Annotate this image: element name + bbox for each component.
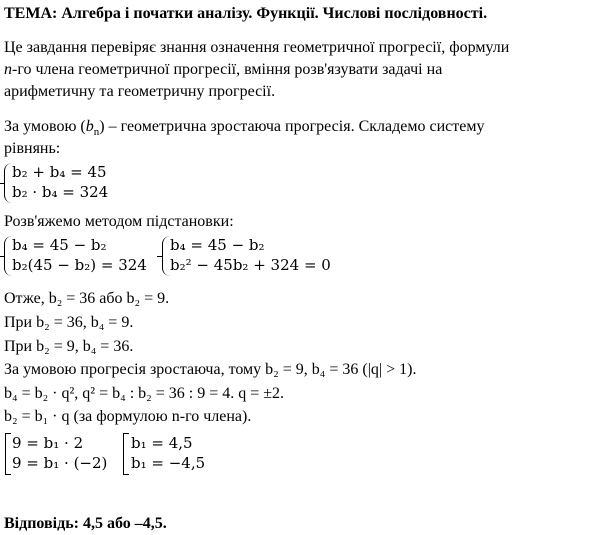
system-2 — [12, 235, 147, 275]
topic-heading: ТЕМА: Алгебра і початки аналізу. Функції. Числові послідовності. — [4, 5, 488, 22]
system-3 — [170, 235, 331, 275]
condition-line-2: рівнянь: — [4, 140, 61, 157]
intro-line-3: арифметичну та геометричну прогресії. — [4, 83, 276, 100]
system-1-row-2: b₂ · b₄ = 324 — [12, 183, 109, 201]
condition-sub: n — [93, 126, 100, 138]
pry-line-2: При b₂ = 9, b₄ = 36. — [4, 338, 134, 355]
system-5-row-2: b₁ = −4,5 — [131, 454, 206, 472]
formula-line: b₂ = b₁ · q (за формулою n-го члена). — [4, 408, 252, 425]
system-4 — [12, 433, 107, 473]
condition-var: b — [85, 118, 94, 135]
q-line: b₄ = b₂ · q², q² = b₄ : b₂ = 36 : 9 = 4. q = ±2. — [4, 385, 285, 402]
system-1 — [12, 162, 108, 202]
system-5-bracket — [123, 433, 129, 475]
system-4-bracket — [5, 433, 11, 475]
intro-n: n — [4, 61, 12, 78]
system-3-row-2: b₂² − 45b₂ + 324 = 0 — [170, 256, 331, 274]
answer-line: Відповідь: 4,5 або –4,5. — [4, 515, 167, 532]
system-2-row-1: b₄ = 45 − b₂ — [12, 236, 107, 254]
method-line: Розв'яжемо методом підстановки: — [4, 213, 234, 230]
system-4-row-2: 9 = b₁ · (−2) — [12, 454, 108, 472]
system-1-row-1: b₂ + b₄ = 45 — [12, 163, 107, 181]
intro-line-1: Це завдання перевіряє знання означення геометричної прогресії, формули — [4, 39, 510, 56]
system-3-row-1: b₄ = 45 − b₂ — [170, 236, 265, 254]
system-4-row-1: 9 = b₁ · 2 — [12, 434, 84, 452]
condition-pre: За умовою ( — [4, 118, 86, 135]
intro-line-2-text: -го члена геометричної прогресії, вміння розв'язувати задачі на — [12, 61, 443, 78]
condition-post: ) – геометрична зростаюча прогресія. Складемо систему — [99, 118, 485, 135]
system-5 — [131, 433, 205, 473]
condition-line-1 — [4, 117, 484, 136]
pry-line-1: При b₂ = 36, b₄ = 9. — [4, 314, 134, 331]
intro-line-2 — [4, 60, 442, 79]
system-2-row-2: b₂(45 − b₂) = 324 — [12, 256, 147, 274]
otzhe-line: Отже, b₂ = 36 або b₂ = 9. — [4, 290, 170, 307]
system-5-row-1: b₁ = 4,5 — [131, 434, 193, 452]
growing-line: За умовою прогресія зростаюча, тому b₂ = 9, b₄ = 36 (|q| > 1). — [4, 361, 417, 378]
